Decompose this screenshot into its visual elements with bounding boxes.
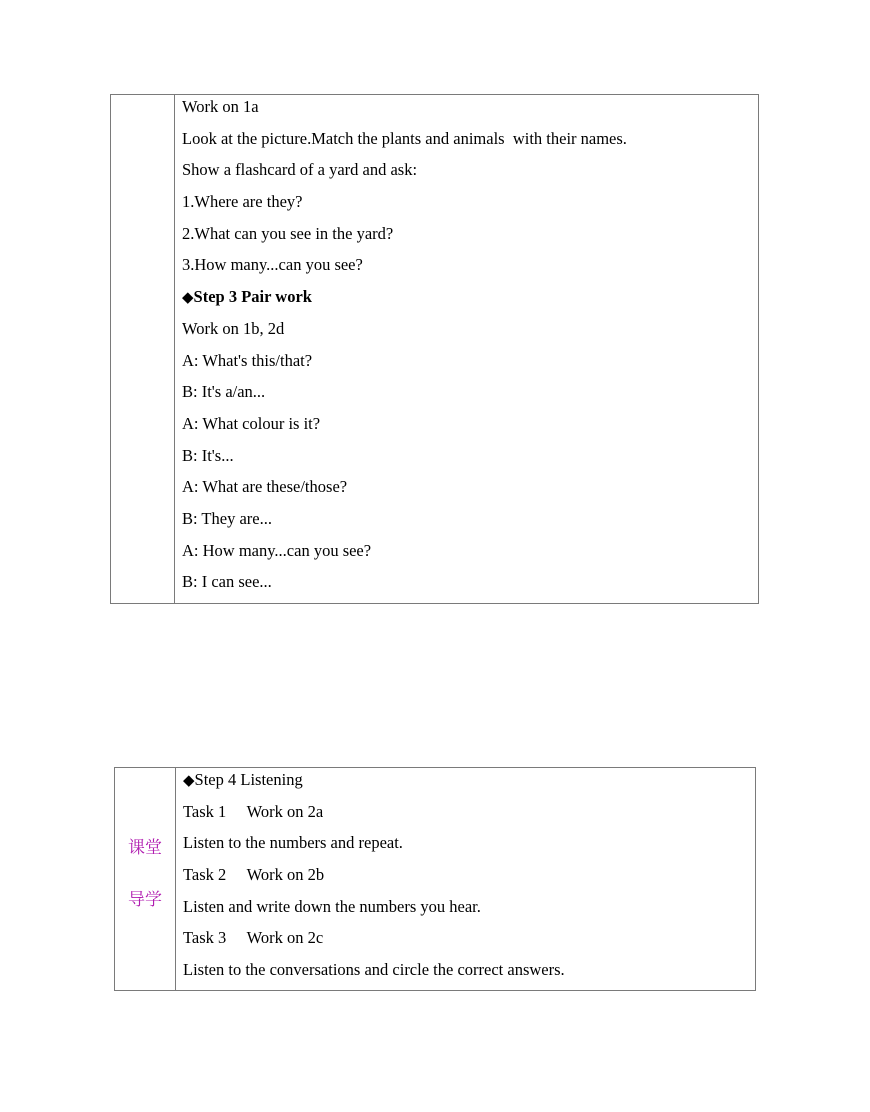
- diamond-icon: ◆: [183, 771, 195, 789]
- table1-line: 1.Where are they?: [182, 192, 303, 212]
- table1-line: A: How many...can you see?: [182, 540, 372, 560]
- table2-line: Task 2 Work on 2b: [183, 865, 325, 885]
- side-label-daoxue: 导学: [128, 890, 162, 910]
- table1-line: 3.How many...can you see?: [182, 255, 363, 275]
- table1-line: B: I can see...: [182, 572, 272, 592]
- lesson-table-2: [114, 767, 756, 991]
- table1-line: A: What are these/those?: [182, 477, 348, 497]
- table2-line: Listen to the conversations and circle the correct answers.: [183, 960, 565, 980]
- table2-line: Task 3 Work on 2c: [183, 928, 324, 948]
- step-3-heading: ◆Step 3 Pair work: [182, 287, 312, 307]
- lesson-table-1: [110, 94, 759, 604]
- table2-line: Listen to the numbers and repeat.: [183, 833, 403, 853]
- table1-line: B: It's...: [182, 445, 234, 465]
- step-4-heading: ◆Step 4 Listening: [183, 770, 303, 789]
- table1-line: Show a flashcard of a yard and ask:: [182, 160, 418, 180]
- table2-side-column: [115, 768, 176, 990]
- diamond-icon: ◆: [182, 288, 194, 307]
- table1-line: Work on 1b, 2d: [182, 318, 285, 338]
- table1-line: A: What's this/that?: [182, 350, 313, 370]
- table1-content-column: [175, 95, 758, 603]
- table1-line: Work on 1a: [182, 97, 259, 116]
- table1-line: B: It's a/an...: [182, 382, 266, 402]
- table1-line: B: They are...: [182, 508, 272, 528]
- table1-side-column: [111, 95, 175, 603]
- table1-line: 2.What can you see in the yard?: [182, 223, 394, 243]
- side-label-ketang: 课堂: [128, 838, 162, 858]
- table1-line: A: What colour is it?: [182, 413, 321, 433]
- table1-line: Look at the picture.Match the plants and animals with their names.: [182, 128, 627, 148]
- table2-content-column: [176, 768, 755, 990]
- table2-line: Task 1 Work on 2a: [183, 801, 324, 821]
- table2-line: Listen and write down the numbers you hear.: [183, 896, 481, 916]
